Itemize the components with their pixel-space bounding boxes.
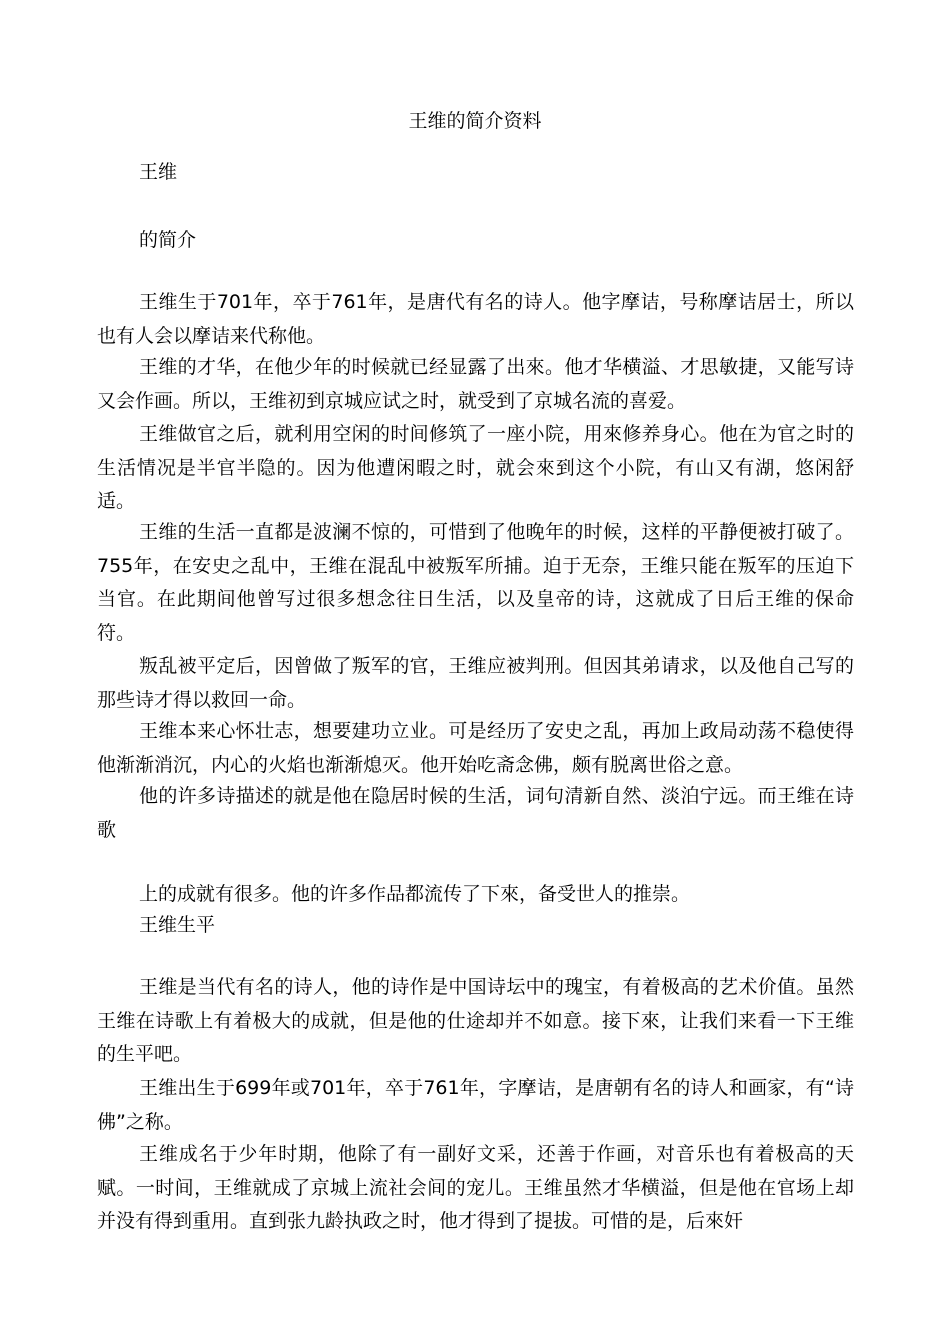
paragraph: 叛乱被平定后，因曾做了叛军的官，王维应被判刑。但因其弟请求，以及他自己写的那些诗才得以救回一命。	[97, 655, 854, 711]
section-heading-life: 王维生平	[139, 914, 216, 936]
paragraph: 王维本来心怀壮志，想要建功立业。可是经历了安史之乱，再加上政局动荡不稳使得他渐渐消沉，内心的火焰也渐渐熄灭。他开始吃斋念佛，颇有脱离世俗之意。	[97, 720, 854, 776]
paragraph: 王维的才华，在他少年的时候就已经显露了出來。他才华横溢、才思敏捷，又能写诗又会作画。所以，王维初到京城应试之时，就受到了京城名流的喜爱。	[97, 356, 854, 412]
paragraph: 王维成名于少年时期，他除了有一副好文采，还善于作画，对音乐也有着极高的天赋。一时间，王维就成了京城上流社会间的宠儿。王维虽然才华横溢，但是他在官场上却并没有得到重用。直到张九龄执政之时，他才得到了提拔。可惜的是，后來奸	[97, 1143, 854, 1232]
paragraph: 王维做官之后，就利用空闲的时间修筑了一座小院，用來修养身心。他在为官之时的生活情况是半官半隐的。因为他遭闲暇之时，就会來到这个小院，有山又有湖，悠闲舒适。	[97, 423, 854, 512]
section-heading-name: 王维	[139, 161, 178, 183]
paragraph: 他的许多诗描述的就是他在隐居时候的生活，词句清新自然、淡泊宁远。而王维在诗歌	[97, 785, 854, 841]
paragraph: 王维出生于699年或701年，卒于761年，字摩诘，是唐朝有名的诗人和画家，有“诗佛”之称。	[97, 1077, 854, 1133]
paragraph: 王维的生活一直都是波澜不惊的，可惜到了他晚年的时候，这样的平静便被打破了。755年，在安史之乱中，王维在混乱中被叛军所捕。迫于无奈，王维只能在叛军的压迫下当官。在此期间他曾写过很多想念往日生活，以及皇帝的诗，这就成了日后王维的保命符。	[97, 521, 854, 644]
section-heading-intro: 的简介	[139, 229, 197, 251]
document-title: 王维的简介资料	[408, 110, 542, 132]
paragraph: 王维是当代有名的诗人，他的诗作是中国诗坛中的瑰宝，有着极高的艺术价值。虽然王维在诗歌上有着极大的成就，但是他的仕途却并不如意。接下來，让我们来看一下王维的生平吧。	[97, 976, 854, 1065]
paragraph: 王维生于701年，卒于761年，是唐代有名的诗人。他字摩诘，号称摩诘居士，所以也有人会以摩诘来代称他。	[97, 291, 854, 347]
paragraph-continuation: 上的成就有很多。他的许多作品都流传了下來，备受世人的推崇。	[139, 883, 691, 905]
